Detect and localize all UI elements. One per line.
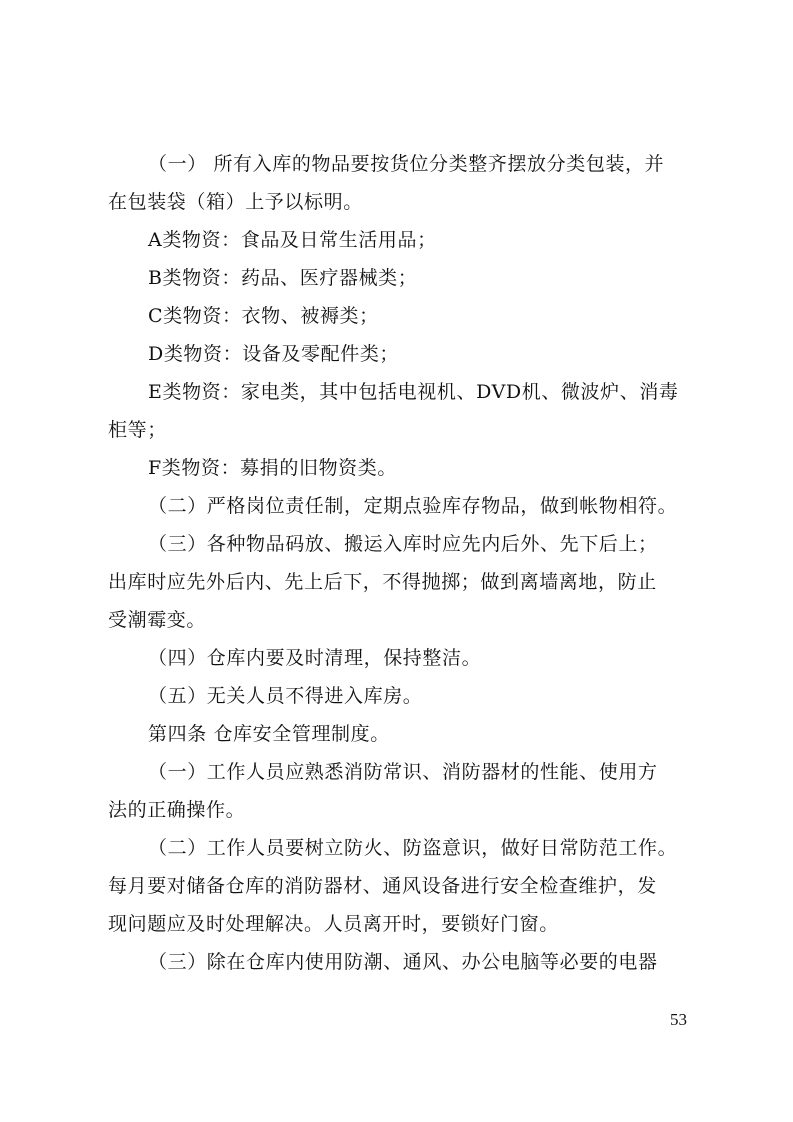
page-number: 53 xyxy=(670,1010,687,1029)
text-line: （四）仓库内要及时清理，保持整洁。 xyxy=(148,647,482,669)
text-line: 在包装袋（箱）上予以标明。 xyxy=(108,191,363,213)
text-line: A类物资：食品及日常生活用品； xyxy=(148,229,437,251)
text-line: C类物资：衣物、被褥类； xyxy=(148,305,379,327)
text-line: （一）工作人员应熟悉消防常识、消防器材的性能、使用方 xyxy=(148,761,658,783)
text-line: 法的正确操作。 xyxy=(108,799,246,821)
text-line: B类物资：药品、医疗器械类； xyxy=(148,267,418,289)
text-line: E类物资：家电类，其中包括电视机、DVD机、微波炉、消毒 xyxy=(148,381,679,403)
text-line: 出库时应先外后内、先上后下，不得抛掷；做到离墙离地，防止 xyxy=(108,571,657,593)
text-line: （二）严格岗位责任制，定期点验库存物品，做到帐物相符。 xyxy=(148,495,678,517)
text-line: （三）除在仓库内使用防潮、通风、办公电脑等必要的电器 xyxy=(148,951,658,973)
text-line: 现问题应及时处理解决。人员离开时，要锁好门窗。 xyxy=(108,913,559,935)
text-line: 受潮霉变。 xyxy=(108,609,207,631)
text-line: （二）工作人员要树立防火、防盗意识，做好日常防范工作。 xyxy=(148,837,678,859)
text-line: （三）各种物品码放、搬运入库时应先内后外、先下后上； xyxy=(148,533,658,555)
text-line: （五）无关人员不得进入库房。 xyxy=(148,685,423,707)
text-line: F类物资：募捐的旧物资类。 xyxy=(148,457,397,479)
text-line: 柜等； xyxy=(108,419,167,441)
text-line: 第四条 仓库安全管理制度。 xyxy=(148,723,390,745)
text-line: D类物资：设备及零配件类； xyxy=(148,343,400,365)
text-line: 每月要对储备仓库的消防器材、通风设备进行安全检查维护，发 xyxy=(108,875,657,897)
text-line: （一） 所有入库的物品要按货位分类整齐摆放分类包装，并 xyxy=(148,153,665,175)
